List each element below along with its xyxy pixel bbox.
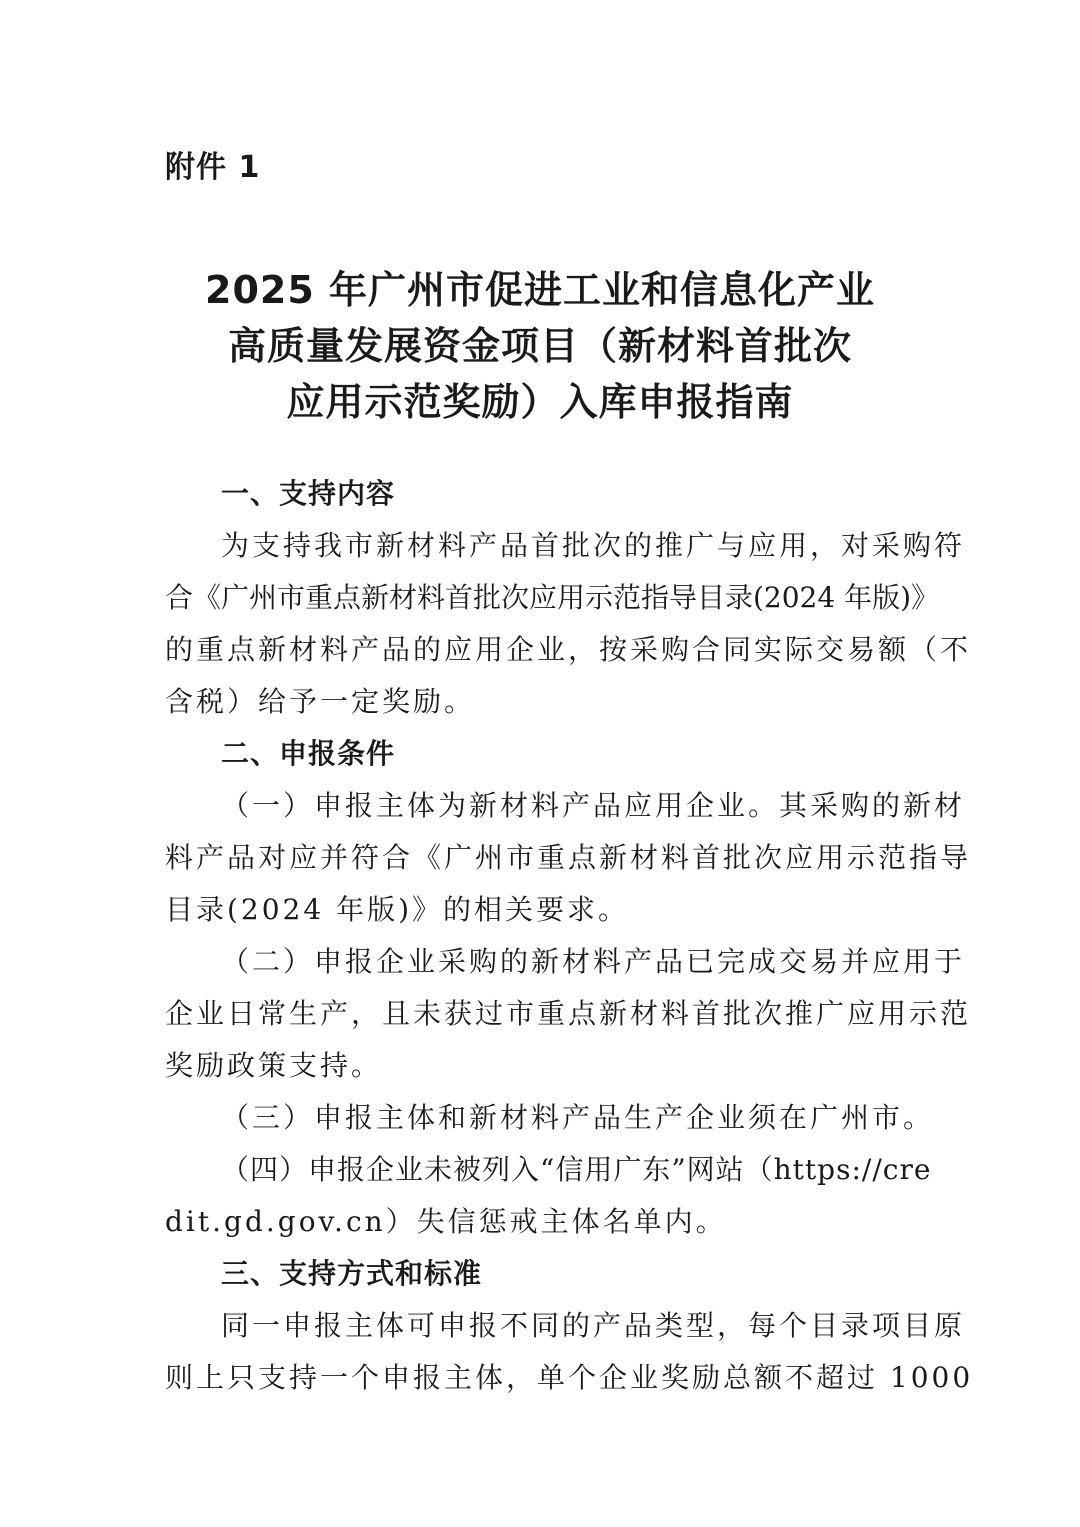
section-heading-support-method: 三、支持方式和标准 [221,1257,483,1290]
paragraph-line: 的重点新材料产品的应用企业，按采购合同实际交易额（不 [165,633,972,666]
paragraph-line: 合《广州市重点新材料首批次应用示范指导目录(2024 年版)》 [165,581,940,614]
paragraph-line: 目录(2024 年版)》的相关要求。 [165,893,630,926]
paragraph-line: （二）申报企业采购的新材料产品已完成交易并应用于 [221,945,966,978]
paragraph-line: （四）申报企业未被列入“信用广东”网站（https://cre [221,1153,932,1186]
paragraph-line: （三）申报主体和新材料产品生产企业须在广州市。 [221,1101,935,1134]
document-body [165,468,974,1404]
document-title [160,262,920,430]
paragraph-line: 料产品对应并符合《广州市重点新材料首批次应用示范指导 [165,841,972,874]
paragraph-line: 含税）给予一定奖励。 [165,685,476,718]
paragraph-line: 企业日常生产，且未获过市重点新材料首批次推广应用示范 [165,997,972,1030]
paragraph-line: （一）申报主体为新材料产品应用企业。其采购的新材 [221,789,966,822]
paragraph-line: dit.gd.gov.cn）失信惩戒主体名单内。 [165,1205,727,1238]
attachment-label: 附件 1 [165,150,261,185]
paragraph-line: 则上只支持一个申报主体，单个企业奖励总额不超过 1000 [165,1361,974,1394]
paragraph-line: 为支持我市新材料产品首批次的推广与应用，对采购符 [221,529,966,562]
section-heading-support-content: 一、支持内容 [221,477,396,510]
title-line-3: 应用示范奖励）入库申报指南 [286,380,794,424]
title-line-2: 高质量发展资金项目（新材料首批次 [227,324,852,368]
section-heading-application-conditions: 二、申报条件 [221,737,396,770]
paragraph-line: 奖励政策支持。 [165,1049,383,1082]
paragraph-line: 同一申报主体可申报不同的产品类型，每个目录项目原 [221,1309,966,1342]
title-line-1: 2025 年广州市促进工业和信息化产业 [205,268,875,312]
